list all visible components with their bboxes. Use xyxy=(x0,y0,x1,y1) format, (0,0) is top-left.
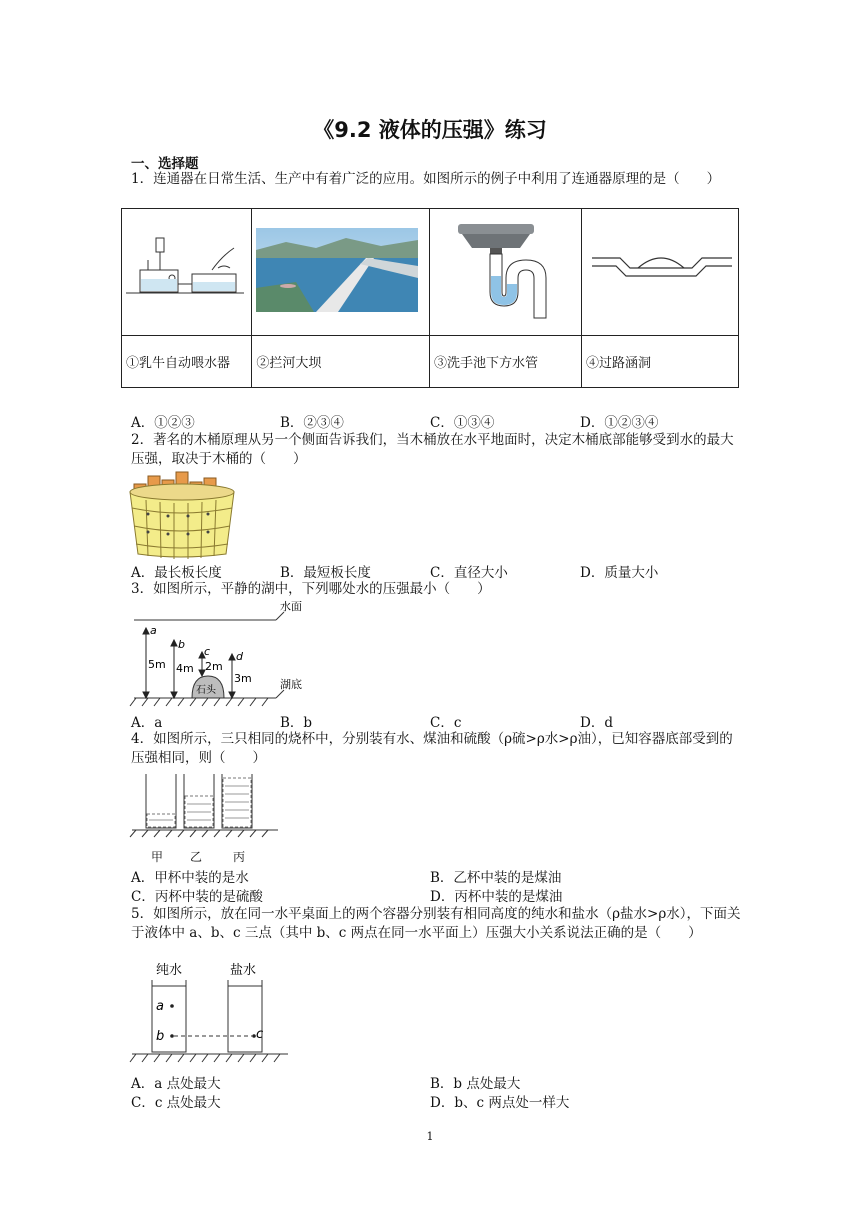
q4-option-c[interactable]: C．丙杯中装的是硫酸 xyxy=(131,889,263,905)
lake-depth-figure xyxy=(128,598,328,708)
point-a-label: a xyxy=(150,624,157,637)
cup-label-jia: 甲 xyxy=(151,850,164,864)
dam-photo xyxy=(252,209,430,336)
caption-cow-feeder: ①乳牛自动喂水器 xyxy=(122,336,252,388)
q1-option-d[interactable]: D．①②③④ xyxy=(580,415,659,431)
q1-option-c[interactable]: C．①③④ xyxy=(430,415,495,431)
lake-bottom-label: 湖底 xyxy=(280,678,302,691)
water-surface-label: 水面 xyxy=(280,600,302,613)
q4-option-a[interactable]: A．甲杯中装的是水 xyxy=(131,870,249,886)
cup-label-yi: 乙 xyxy=(190,850,203,864)
q1-option-b[interactable]: B．②③④ xyxy=(280,415,344,431)
page-number: 1 xyxy=(426,1130,434,1143)
pure-water-label: 纯水 xyxy=(156,963,183,978)
caption-culvert: ④过路涵洞 xyxy=(582,336,739,388)
q3-option-c[interactable]: C．c xyxy=(430,715,462,731)
wooden-bucket-figure xyxy=(128,470,238,560)
caption-sink-pipe: ③洗手池下方水管 xyxy=(429,336,581,388)
question-1-text: 1．连通器在日常生活、生产中有着广泛的应用。如图所示的例子中利用了连通器原理的是（ ） xyxy=(131,171,721,187)
three-beakers-figure xyxy=(128,770,288,842)
question-1-figure-table xyxy=(121,208,739,388)
q5-option-d[interactable]: D．b、c 两点处一样大 xyxy=(430,1095,570,1111)
depth-c-label: 2m xyxy=(205,660,223,673)
q3-option-a[interactable]: A．a xyxy=(131,715,163,731)
q2-option-d[interactable]: D．质量大小 xyxy=(580,565,659,581)
rock-label: 石头 xyxy=(196,685,216,696)
depth-d-label: 3m xyxy=(234,672,252,685)
q5-option-a[interactable]: A．a 点处最大 xyxy=(131,1076,221,1092)
point-b-label: b xyxy=(178,638,185,651)
caption-dam: ②拦河大坝 xyxy=(252,336,430,388)
q2-option-c[interactable]: C．直径大小 xyxy=(430,565,508,581)
question-4-text: 4．如图所示，三只相同的烧杯中，分别装有水、煤油和硫酸（ρ硫>ρ水>ρ油），已知容器底部受到的压强相同，则（ ） xyxy=(131,731,733,766)
two-containers-figure xyxy=(128,960,298,1070)
q5-option-b[interactable]: B．b 点处最大 xyxy=(430,1076,521,1092)
q5-option-c[interactable]: C．c 点处最大 xyxy=(131,1095,221,1111)
page-title: 《9.2 液体的压强》练习 xyxy=(313,118,547,142)
point-b-label: b xyxy=(156,1029,165,1044)
q3-option-d[interactable]: D．d xyxy=(580,715,613,731)
depth-a-label: 5m xyxy=(148,658,166,671)
point-d-label: d xyxy=(236,650,243,663)
depth-b-label: 4m xyxy=(176,662,194,675)
q4-option-d[interactable]: D．丙杯中装的是煤油 xyxy=(430,889,563,905)
q1-option-a[interactable]: A．①②③ xyxy=(131,415,195,431)
q4-option-b[interactable]: B．乙杯中装的是煤油 xyxy=(430,870,562,886)
question-3-text: 3．如图所示，平静的湖中，下列哪处水的压强最小（ ） xyxy=(131,581,491,597)
q2-option-a[interactable]: A．最长板长度 xyxy=(131,565,222,581)
q3-option-b[interactable]: B．b xyxy=(280,715,313,731)
road-culvert-figure xyxy=(582,209,739,336)
point-c-label: c xyxy=(256,1027,264,1042)
salt-water-label: 盐水 xyxy=(230,963,257,978)
sink-pipe-figure xyxy=(429,209,581,336)
cup-label-bing: 丙 xyxy=(233,850,246,864)
point-c-label: c xyxy=(204,645,211,658)
q2-option-b[interactable]: B．最短板长度 xyxy=(280,565,371,581)
question-2-text: 2．著名的木桶原理从另一个侧面告诉我们，当木桶放在水平地面时，决定木桶底部能够受到水的最大压强，取决于木桶的（ ） xyxy=(131,432,734,467)
cow-feeder-figure xyxy=(122,209,252,336)
point-a-label: a xyxy=(156,999,164,1014)
section-heading: 一、选择题 xyxy=(131,156,199,172)
question-5-text: 5．如图所示，放在同一水平桌面上的两个容器分别装有相同高度的纯水和盐水（ρ盐水>ρ水），下面关于液体中 a、b、c 三点（其中 b、c 两点在同一水平面上）压强大小关系说法正确的是（ ） xyxy=(131,906,741,941)
